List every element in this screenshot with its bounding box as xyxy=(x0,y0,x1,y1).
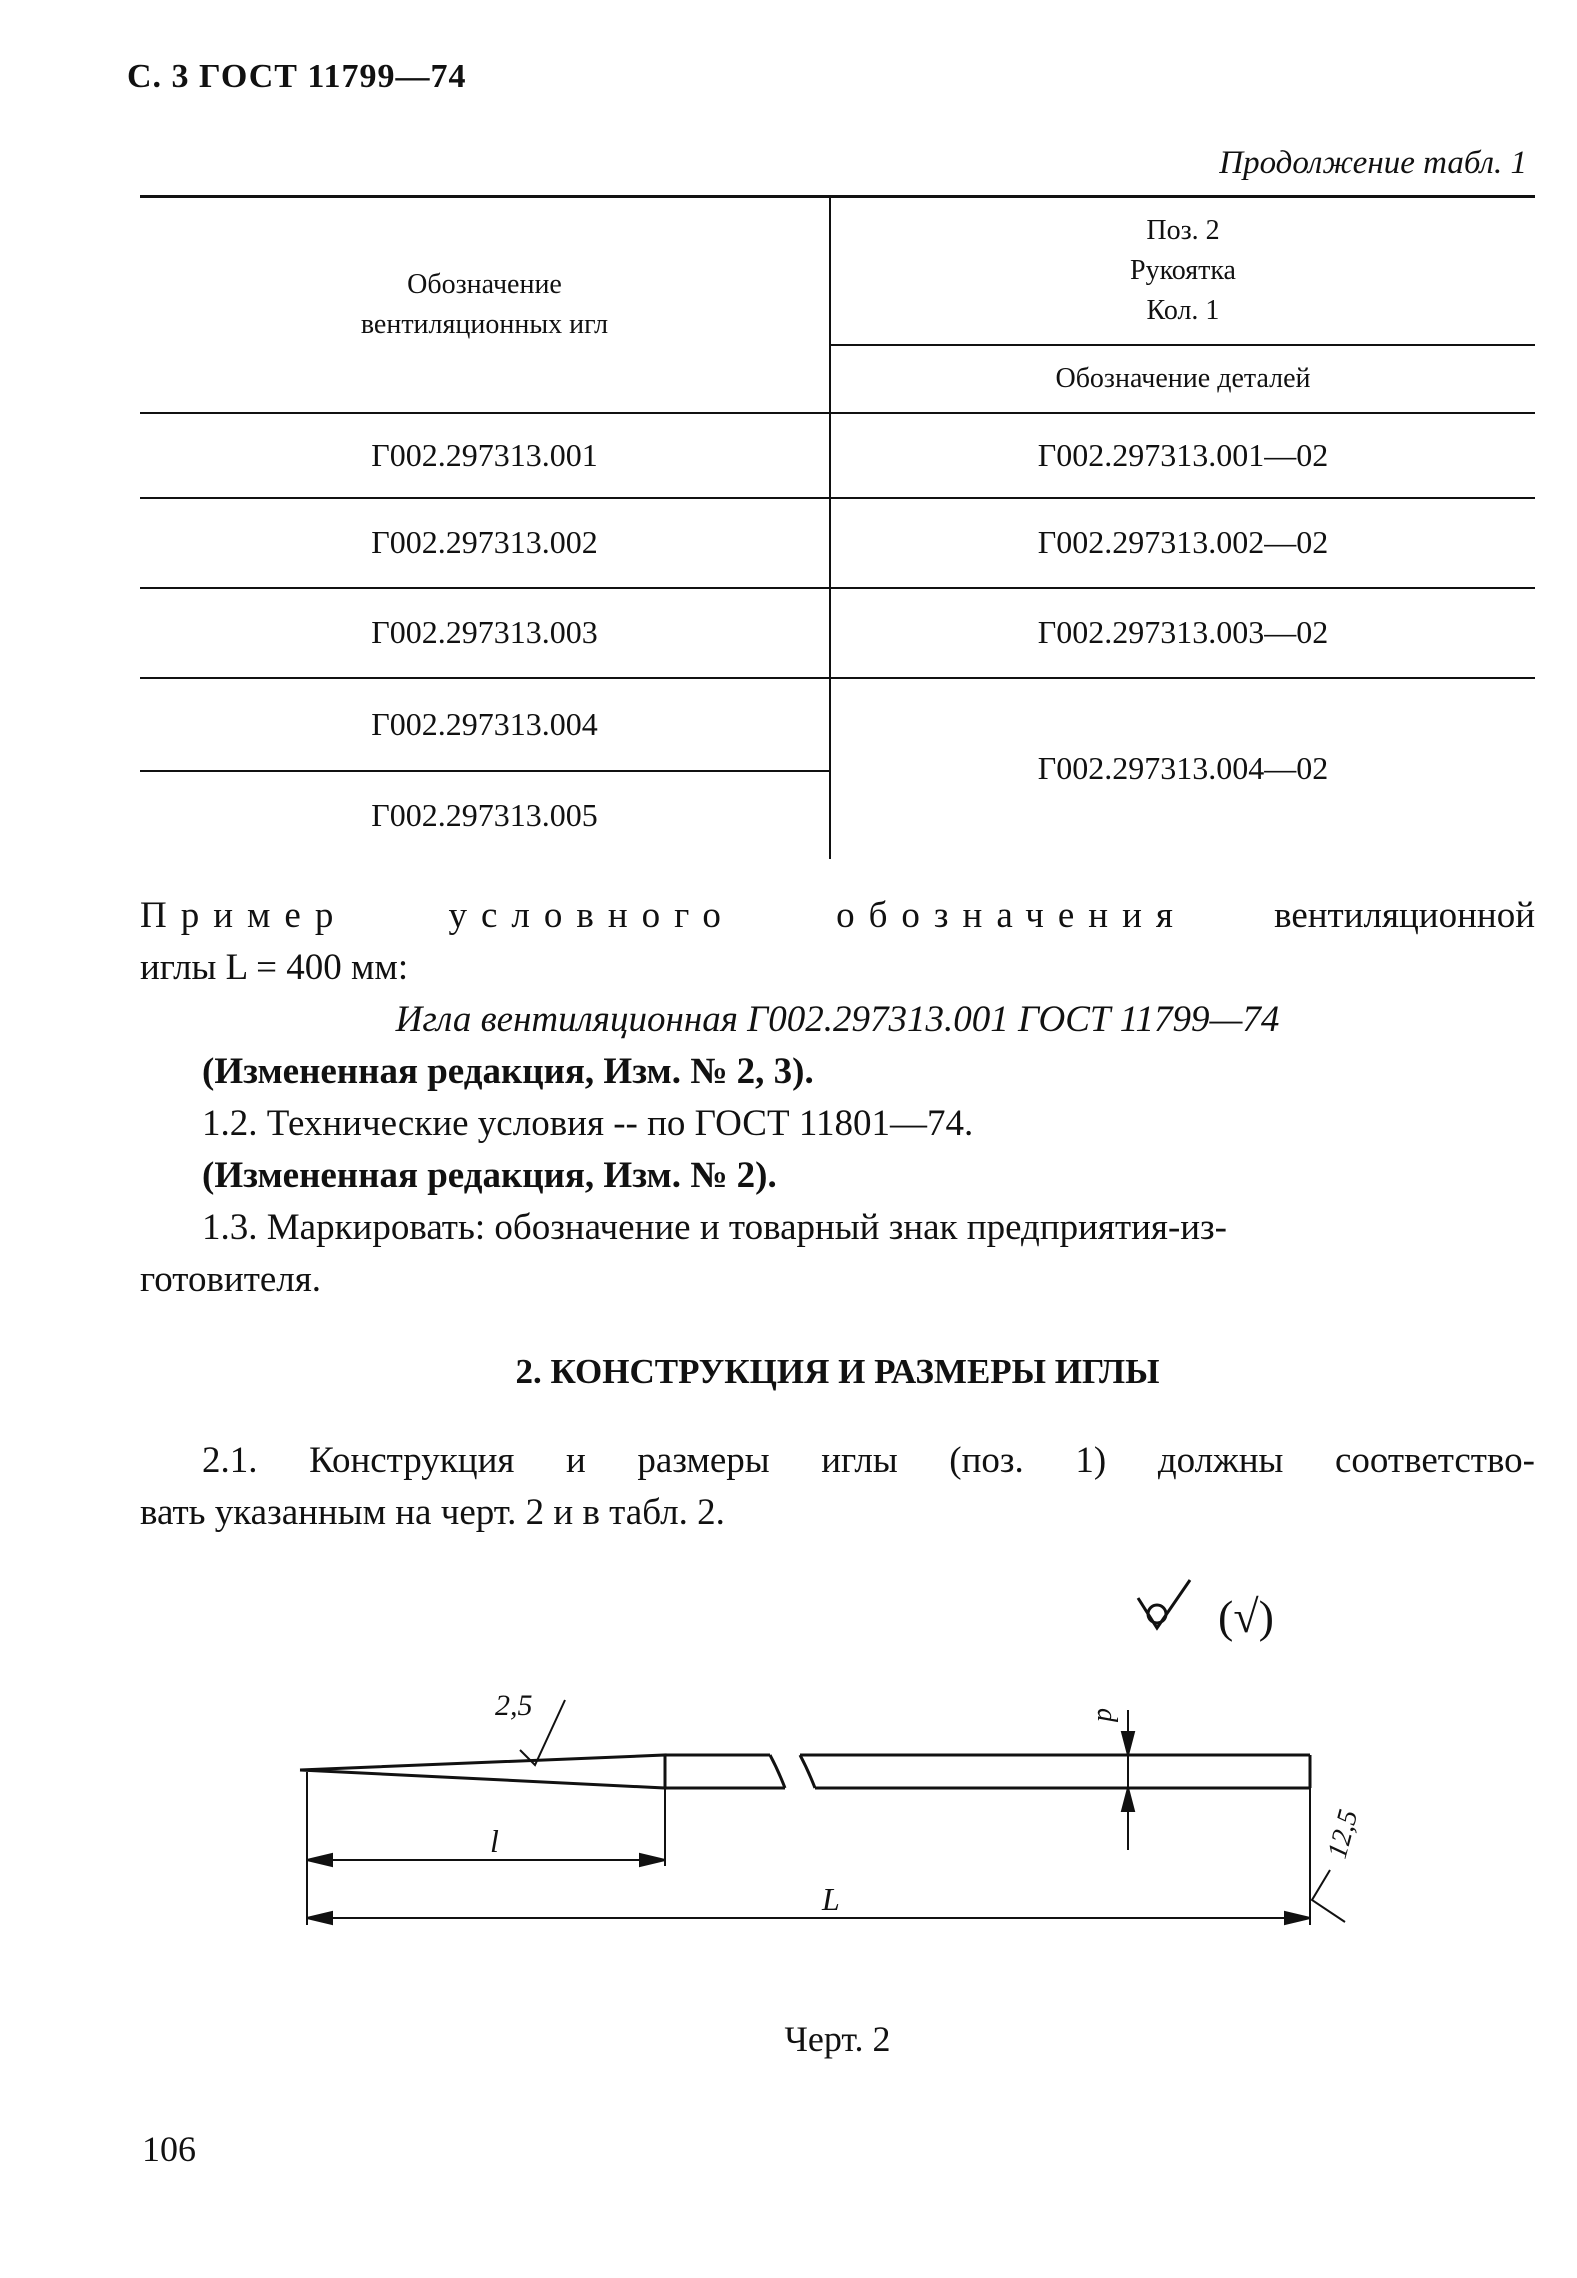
edit-note-1: (Измененная редакция, Изм. № 2, 3). xyxy=(202,1051,814,1092)
paragraph-1-3-line2: готовителя. xyxy=(140,1259,322,1300)
paragraph-1-3-line1: 1.3. Маркировать: обозначение и товарный знак предприятия-из- xyxy=(202,1207,1227,1248)
col2-subheader: Обозначение деталей xyxy=(830,345,1535,413)
page-number: 106 xyxy=(142,2129,196,2169)
table-row xyxy=(140,588,1535,678)
example-designation: Игла вентиляционная Г002.297313.001 ГОСТ 11799—74 xyxy=(395,999,1280,1040)
detail-cell: Г002.297313.003—02 xyxy=(830,588,1535,678)
roughness-end-value: 12,5 xyxy=(1321,1806,1365,1862)
example-lead-spaced: Пример условного обозначения xyxy=(140,895,1187,936)
col1-header-line1: Обозначение xyxy=(407,268,562,300)
paragraph-2-1-line2: вать указанным на черт. 2 и в табл. 2. xyxy=(140,1492,725,1533)
edit-note-2: (Измененная редакция, Изм. № 2). xyxy=(202,1155,777,1196)
col2-header-line3: Кол. 1 xyxy=(1146,294,1220,326)
detail-cell: Г002.297313.002—02 xyxy=(830,498,1535,588)
figure-caption: Черт. 2 xyxy=(784,2019,891,2059)
col1-header-line2: вентиляционных игл xyxy=(360,308,609,340)
col1-header xyxy=(140,197,830,413)
col2-header-line2: Рукоятка xyxy=(1130,254,1236,286)
detail-cell: Г002.297313.001—02 xyxy=(830,413,1535,498)
dimension-lines xyxy=(307,1710,1310,1925)
needle-cell: Г002.297313.005 xyxy=(140,771,830,859)
col2-header xyxy=(830,197,1535,345)
paragraph-2-1-line1: 2.1. Конструкция и размеры иглы (поз. 1) должны соответство- xyxy=(202,1440,1535,1481)
needle-cell: Г002.297313.001 xyxy=(140,413,830,498)
detail-cell: Г002.297313.004—02 xyxy=(830,678,1535,859)
roughness-tip-value: 2,5 xyxy=(495,1689,533,1722)
table-row xyxy=(140,678,1535,771)
section-2-title: 2. КОНСТРУКЦИЯ И РАЗМЕРЫ ИГЛЫ xyxy=(515,1352,1160,1391)
example-line2: иглы L = 400 мм: xyxy=(140,947,409,988)
col2-header-line1: Поз. 2 xyxy=(1146,214,1220,246)
roughness-general-symbol: (√) xyxy=(1218,1591,1274,1642)
dimension-d-label: d xyxy=(1091,1708,1122,1722)
dimension-L-label: L xyxy=(822,1881,840,1917)
table-row xyxy=(140,498,1535,588)
needle-outline xyxy=(300,1755,1310,1788)
example-paragraph xyxy=(140,890,1535,1306)
paragraph-2-1 xyxy=(140,1435,1535,1539)
paragraph-1-2: 1.2. Технические условия -- по ГОСТ 11801—74. xyxy=(202,1103,974,1144)
example-line1 xyxy=(140,890,1535,942)
page-header: С. 3 ГОСТ 11799—74 xyxy=(127,58,467,95)
needle-cell: Г002.297313.003 xyxy=(140,588,830,678)
needle-cell: Г002.297313.002 xyxy=(140,498,830,588)
roughness-general-icon xyxy=(1138,1580,1190,1628)
needle-cell: Г002.297313.004 xyxy=(140,678,830,771)
dimension-l-label: l xyxy=(490,1823,499,1859)
table-1 xyxy=(140,195,1535,859)
needle-drawing xyxy=(0,1560,1577,1980)
table-row xyxy=(140,413,1535,498)
roughness-end-icon xyxy=(1312,1870,1345,1922)
table-continuation-label: Продолжение табл. 1 xyxy=(1219,145,1527,181)
example-lead-rest: вентиляционной xyxy=(1274,895,1535,936)
